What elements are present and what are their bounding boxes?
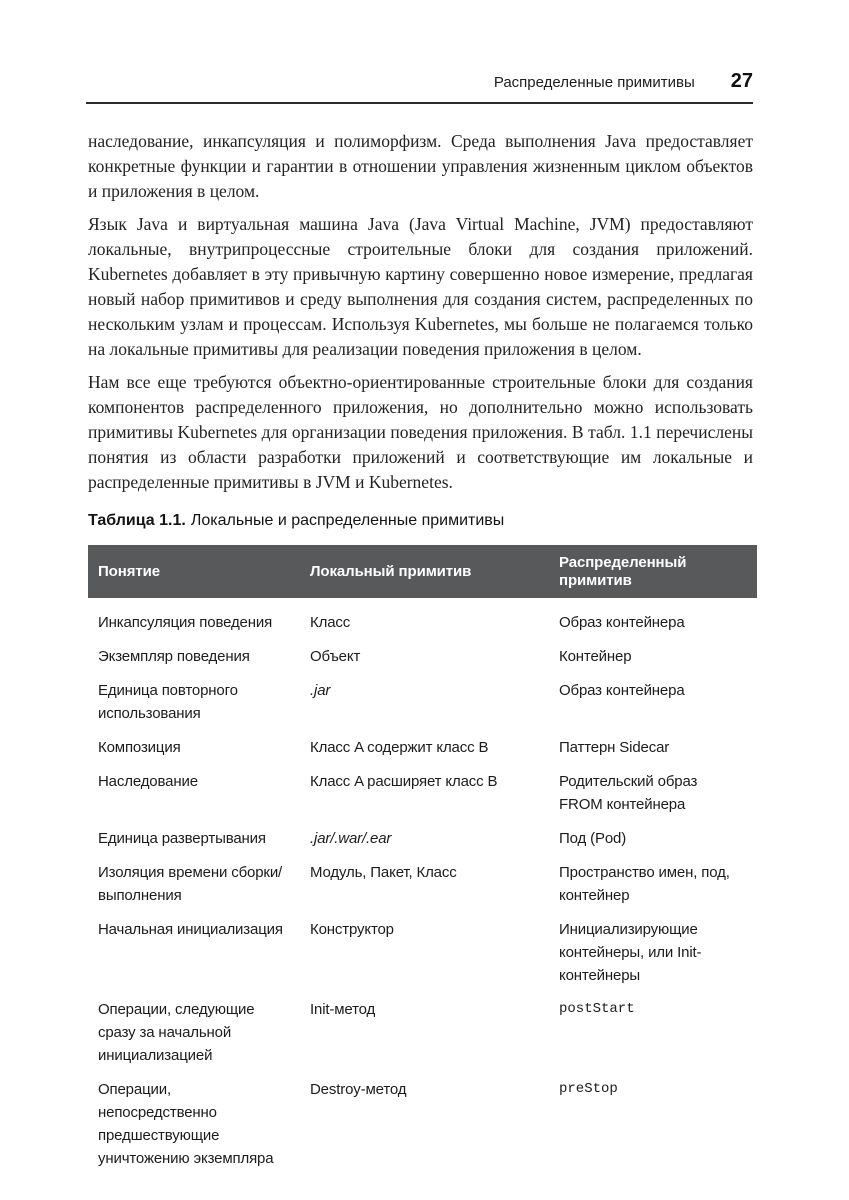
table-row: [88, 764, 757, 821]
table-caption: [88, 511, 753, 531]
cell-concept: Изоляция времени сборки/выполнения: [98, 864, 283, 904]
cell-local-primitive: Destroy-метод: [310, 1081, 407, 1098]
body-paragraph: Язык Java и виртуальная машина Java (Java Virtual Machine, JVM) предоставляют локальные, внутрипроцессные строительные блоки для создания приложений. Kubernetes добавляет в эту привычную картину совершенно новое измерение, предлагая новый набор примитивов и среду выполнения для создания систем, распределенных по нескольким узлам и процессам. Используя Kubernetes, мы больше не полагаемся только на локальные примитивы для реализации поведения приложения в целом.: [88, 214, 753, 359]
cell-concept: Операции, непосредственно предшествующие уничтожению экземпляра: [98, 1081, 274, 1167]
cell-distributed-primitive: Образ контейнера: [559, 682, 685, 699]
cell-distributed-primitive: postStart: [559, 1001, 635, 1017]
body-paragraph: Нам все еще требуются объектно-ориентированные строительные блоки для создания компонентов распределенного приложения, но дополнительно можно использовать примитивы Kubernetes для организации поведения приложения. В табл. 1.1 перечислены понятия из области разработки приложений и соответствующие им локальные и распределенные примитивы в JVM и Kubernetes.: [88, 372, 753, 492]
cell-distributed-primitive: Под (Pod): [559, 830, 627, 847]
primitives-table: [88, 545, 757, 1175]
cell-concept: Начальная инициализация: [98, 921, 283, 938]
table-caption-text: Локальные и распределенные примитивы: [190, 512, 505, 529]
table-row: [88, 730, 757, 764]
cell-distributed-primitive: Пространство имен, под, контейнер: [559, 864, 730, 904]
primitives-table-body: [88, 598, 757, 1175]
cell-local-primitive: Объект: [310, 648, 361, 665]
col-header-concept: Понятие: [88, 545, 300, 598]
table-row: [88, 992, 757, 1072]
cell-local-primitive: .jar/.war/.ear: [310, 830, 392, 847]
cell-concept: Наследование: [98, 773, 198, 790]
table-row: [88, 912, 757, 992]
cell-distributed-primitive: preStop: [559, 1081, 618, 1097]
col-header-distributed-primitive: Распределенный примитив: [549, 545, 757, 598]
col-header-local-primitive: Локальный примитив: [300, 545, 549, 598]
table-row: [88, 639, 757, 673]
table-header-row: [88, 545, 757, 598]
cell-local-primitive: Класс A расширяет класс B: [310, 773, 498, 790]
section-title: Распределенные примитивы: [493, 74, 695, 91]
cell-local-primitive: Init-метод: [310, 1001, 376, 1018]
cell-concept: Операции, следующие сразу за начальной инициализацией: [98, 1001, 255, 1064]
cell-concept: Экземпляр поведения: [98, 648, 250, 665]
cell-concept: Композиция: [98, 739, 181, 756]
table-row: [88, 855, 757, 912]
cell-local-primitive: Конструктор: [310, 921, 394, 938]
cell-local-primitive: Модуль, Пакет, Класс: [310, 864, 457, 881]
cell-concept: Инкапсуляция поведения: [98, 614, 273, 631]
cell-local-primitive: Класс A содержит класс B: [310, 739, 489, 756]
cell-local-primitive: .jar: [310, 682, 331, 699]
table-caption-label: Таблица 1.1.: [88, 512, 186, 529]
body-paragraph: наследование, инкапсуляция и полиморфизм. Среда выполнения Java предоставляет конкретные функции и гарантии в отношении управления жизненным циклом объектов и приложения в целом.: [88, 131, 753, 201]
running-head: [86, 70, 753, 104]
body-text-block: [88, 129, 753, 503]
cell-local-primitive: Класс: [310, 614, 351, 631]
table-row: [88, 1072, 757, 1175]
cell-distributed-primitive: Родительский образ FROM контейнера: [559, 773, 698, 813]
cell-distributed-primitive: Контейнер: [559, 648, 632, 665]
cell-distributed-primitive: Инициализирующие контейнеры, или Init-контейнеры: [559, 921, 702, 984]
cell-distributed-primitive: Образ контейнера: [559, 614, 685, 631]
page-number: 27: [730, 70, 753, 92]
cell-concept: Единица повторного использования: [98, 682, 238, 722]
table-row: [88, 598, 757, 639]
primitives-table-header: [88, 545, 757, 598]
cell-distributed-primitive: Паттерн Sidecar: [559, 739, 670, 756]
cell-concept: Единица развертывания: [98, 830, 266, 847]
table-row: [88, 673, 757, 730]
table-row: [88, 821, 757, 855]
